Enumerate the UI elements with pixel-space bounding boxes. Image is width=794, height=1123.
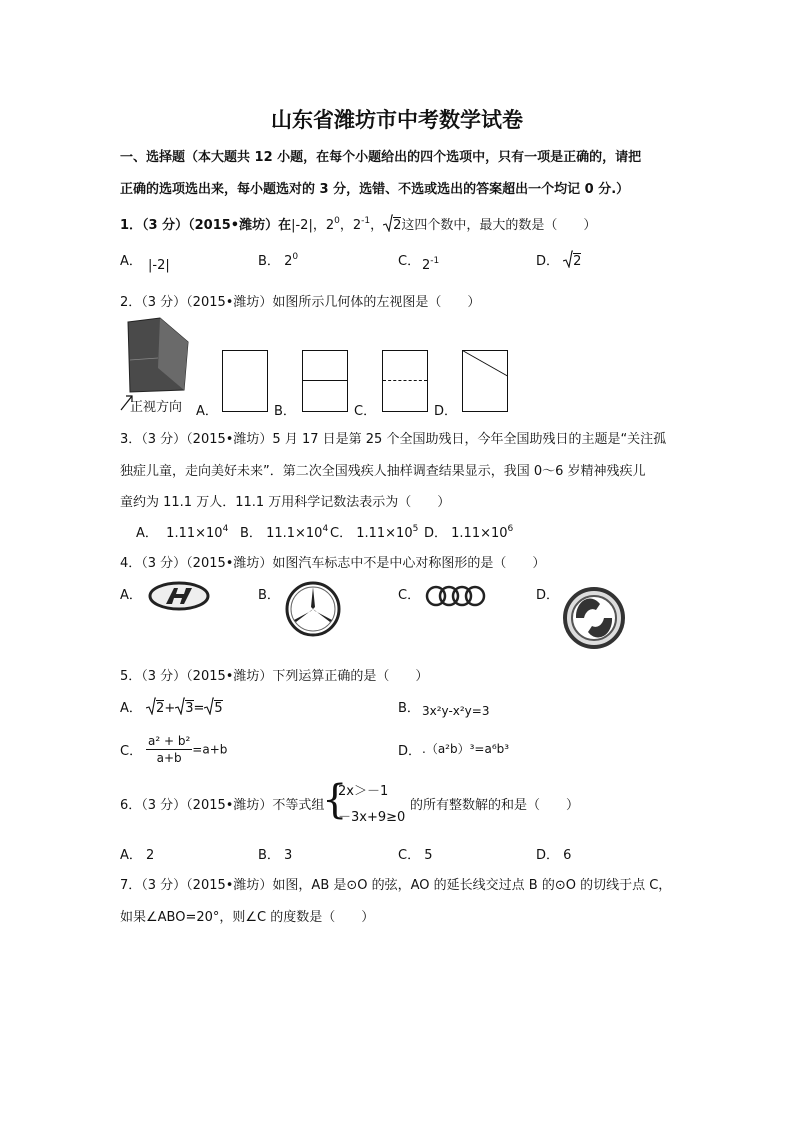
q2-option-d: D． bbox=[434, 404, 458, 419]
q5-option-c-label: C． bbox=[120, 744, 143, 759]
q3-option-d: D． $1.11\times 10^6$ bbox=[424, 524, 514, 541]
front-view-label: 正视方向 bbox=[130, 400, 183, 415]
sqrt-symbol bbox=[383, 214, 393, 233]
inequality-1: 2x＞－1 bbox=[338, 784, 389, 799]
question-6-prefix: 6．（3 分）（2015•潍坊）不等式组 bbox=[120, 798, 325, 813]
sqrt-symbol bbox=[146, 697, 156, 716]
q3-option-b: B． $11.1\times 10^4$ bbox=[240, 524, 329, 541]
left-brace: { bbox=[322, 777, 348, 823]
q5-option-a: A． 2+ 3= 5 bbox=[120, 697, 223, 716]
q1-option-a-value: |-2| bbox=[148, 258, 170, 273]
audi-logo-icon bbox=[424, 584, 486, 608]
q2-option-c: C． bbox=[354, 404, 377, 419]
q6-option-d: D． 6 bbox=[536, 848, 572, 863]
sqrt-symbol bbox=[563, 250, 573, 269]
inequality-2: －3x+9≥0 bbox=[338, 810, 406, 825]
q6-option-c: C． 5 bbox=[398, 848, 433, 863]
dongfeng-logo-icon bbox=[562, 586, 626, 650]
question-7-line1: 7．（3 分）（2015•潍坊）如图，AB 是⊙O 的弦，AO 的延长线交过点 B 的⊙O 的切线于点 C， bbox=[120, 878, 672, 893]
q3-option-a: A． $1.11\times 10^4$ bbox=[136, 524, 229, 541]
q1-option-c-value: $2^{-1}$ bbox=[422, 256, 440, 273]
sqrt-symbol bbox=[175, 697, 185, 716]
q2-view-b bbox=[302, 350, 348, 412]
question-2-stem: 2．（3 分）（2015•潍坊）如图所示几何体的左视图是（ ） bbox=[120, 295, 481, 310]
q2-view-c bbox=[382, 350, 428, 412]
q1-option-a: A． bbox=[120, 254, 142, 269]
q1-option-b: B． $2^0$ bbox=[258, 252, 299, 269]
section-instructions-line2: 正确的选项选出来，每小题选对的 3 分，选错、不选或选出的答案超出一个均记 0 分.） bbox=[120, 182, 630, 197]
q2-option-b: B． bbox=[274, 404, 296, 419]
mercedes-logo-icon bbox=[284, 580, 342, 638]
sqrt-symbol bbox=[204, 697, 214, 716]
q3-option-c: C． $1.11\times 10^5$ bbox=[330, 524, 419, 541]
question-3-line2: 独症儿童，走向美好未来”．第二次全国残疾人抽样调查结果显示，我国 0～6 岁精神残疾儿 bbox=[120, 464, 646, 479]
q1-option-d: D． 2 bbox=[536, 250, 581, 269]
question-3-line1: 3．（3 分）（2015•潍坊）5 月 17 日是第 25 个全国助残日，今年全国助残日的主题是“关注孤 bbox=[120, 432, 667, 447]
question-4-stem: 4．（3 分）（2015•潍坊）如图汽车标志中不是中心对称图形的是（ ） bbox=[120, 556, 546, 571]
question-5-stem: 5．（3 分）（2015•潍坊）下列运算正确的是（ ） bbox=[120, 669, 429, 684]
question-3-line3: 童约为 11.1 万人．11.1 万用科学记数法表示为（ ） bbox=[120, 495, 451, 510]
q6-option-a: A． 2 bbox=[120, 848, 155, 863]
question-1-stem: 1．（3 分）（2015•潍坊）在|-2|，$2^0$，$2^{-1}$， 2这四个数中，最大的数是（ ） bbox=[120, 216, 597, 233]
q4-option-a: A． bbox=[120, 588, 142, 603]
q5-option-c-expr: $\frac{\text{a² + b²}}{a+b}$ =a+b bbox=[148, 734, 228, 765]
fraction: $\frac{\text{a² + b²}}{a+b}$ bbox=[148, 734, 191, 765]
q1-option-c: C． bbox=[398, 254, 421, 269]
q5-option-d-label: D． bbox=[398, 744, 422, 759]
q5-option-b-expr: 3x²y-x²y=3 bbox=[422, 704, 490, 718]
q5-option-b-label: B． bbox=[398, 701, 420, 716]
page-title: 山东省潍坊市中考数学试卷 bbox=[271, 107, 523, 132]
question-6-suffix: 的所有整数解的和是（ ） bbox=[410, 798, 580, 813]
q5-option-d-expr: .（a²b）³=a⁶b³ bbox=[422, 742, 510, 756]
question-7-line2: 如果∠ABO=20°，则∠C 的度数是（ ） bbox=[120, 910, 375, 925]
q2-view-d bbox=[462, 350, 508, 412]
q2-option-a: A． bbox=[196, 404, 218, 419]
section-instructions-line1: 一、选择题（本大题共 12 小题，在每个小题给出的四个选项中，只有一项是正确的，请把 bbox=[120, 150, 642, 165]
q4-option-d: D． bbox=[536, 588, 560, 603]
q2-view-a bbox=[222, 350, 268, 412]
q6-option-b: B． 3 bbox=[258, 848, 293, 863]
q4-option-c: C． bbox=[398, 588, 421, 603]
q4-option-b: B． bbox=[258, 588, 280, 603]
hyundai-logo-icon bbox=[148, 580, 210, 612]
